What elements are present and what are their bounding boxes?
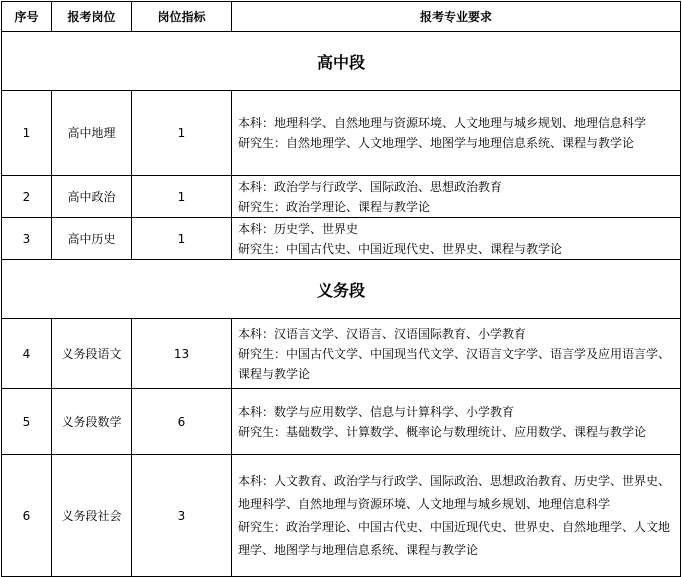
position-quota: 6 [132, 389, 232, 455]
position-quota: 1 [132, 91, 232, 176]
section-title: 高中段 [2, 32, 681, 91]
undergrad-requirement: 本科：历史学、世界史 [238, 221, 359, 236]
grad-requirement: 研究生：自然地理学、人文地理学、地图学与地理信息系统、课程与教学论 [238, 136, 635, 150]
table-row [2, 218, 681, 260]
table-row [2, 91, 681, 176]
undergrad-requirement: 本科：地理科学、自然地理与资源环境、人文地理与城乡规划、地理信息科学 [238, 116, 647, 130]
major-requirements [232, 455, 681, 577]
position-quota: 13 [132, 319, 232, 389]
position-name: 高中地理 [52, 91, 132, 176]
table-row [2, 176, 681, 218]
header-row [2, 2, 681, 32]
header-quota: 岗位指标 [132, 2, 232, 32]
serial-number: 3 [2, 218, 52, 260]
grad-requirement: 研究生：基础数学、计算数学、概率论与数理统计、应用数学、课程与教学论 [238, 424, 647, 439]
position-name: 高中政治 [52, 176, 132, 218]
undergrad-requirement: 本科：人文教育、政治学与行政学、国际政治、思想政治教育、历史学、世界史、地理科学、自然地理与资源环境、人文地理与城乡规划、地理信息科学 [238, 473, 671, 511]
header-serial-number: 序号 [2, 2, 52, 32]
recruitment-table [1, 1, 681, 577]
grad-requirement: 研究生：政治学理论、中国古代史、中国近现代史、世界史、自然地理学、人文地理学、地图学与地理信息系统、课程与教学论 [238, 519, 671, 557]
serial-number: 5 [2, 389, 52, 455]
position-name: 高中历史 [52, 218, 132, 260]
header-major-requirements: 报考专业要求 [232, 2, 681, 32]
section-row-high-school [2, 32, 681, 91]
position-name: 义务段数学 [52, 389, 132, 455]
undergrad-requirement: 本科：汉语言文学、汉语言、汉语国际教育、小学教育 [238, 326, 527, 341]
grad-requirement: 研究生：中国古代文学、中国现当代文学、汉语言文字学、语言学及应用语言学、课程与教学论 [238, 346, 671, 381]
header-position: 报考岗位 [52, 2, 132, 32]
grad-requirement: 研究生：政治学理论、课程与教学论 [238, 199, 431, 214]
position-name: 义务段语文 [52, 319, 132, 389]
position-quota: 1 [132, 176, 232, 218]
section-title: 义务段 [2, 260, 681, 319]
position-quota: 1 [132, 218, 232, 260]
section-row-compulsory [2, 260, 681, 319]
serial-number: 6 [2, 455, 52, 577]
serial-number: 1 [2, 91, 52, 176]
major-requirements [232, 319, 681, 389]
table-row [2, 455, 681, 577]
undergrad-requirement: 本科：政治学与行政学、国际政治、思想政治教育 [238, 179, 503, 194]
major-requirements [232, 91, 681, 176]
undergrad-requirement: 本科：数学与应用数学、信息与计算科学、小学教育 [238, 404, 515, 419]
major-requirements [232, 176, 681, 218]
grad-requirement: 研究生：中国古代史、中国近现代史、世界史、课程与教学论 [238, 241, 563, 256]
position-quota: 3 [132, 455, 232, 577]
major-requirements [232, 218, 681, 260]
serial-number: 4 [2, 319, 52, 389]
serial-number: 2 [2, 176, 52, 218]
major-requirements [232, 389, 681, 455]
position-name: 义务段社会 [52, 455, 132, 577]
table-row [2, 319, 681, 389]
table-row [2, 389, 681, 455]
